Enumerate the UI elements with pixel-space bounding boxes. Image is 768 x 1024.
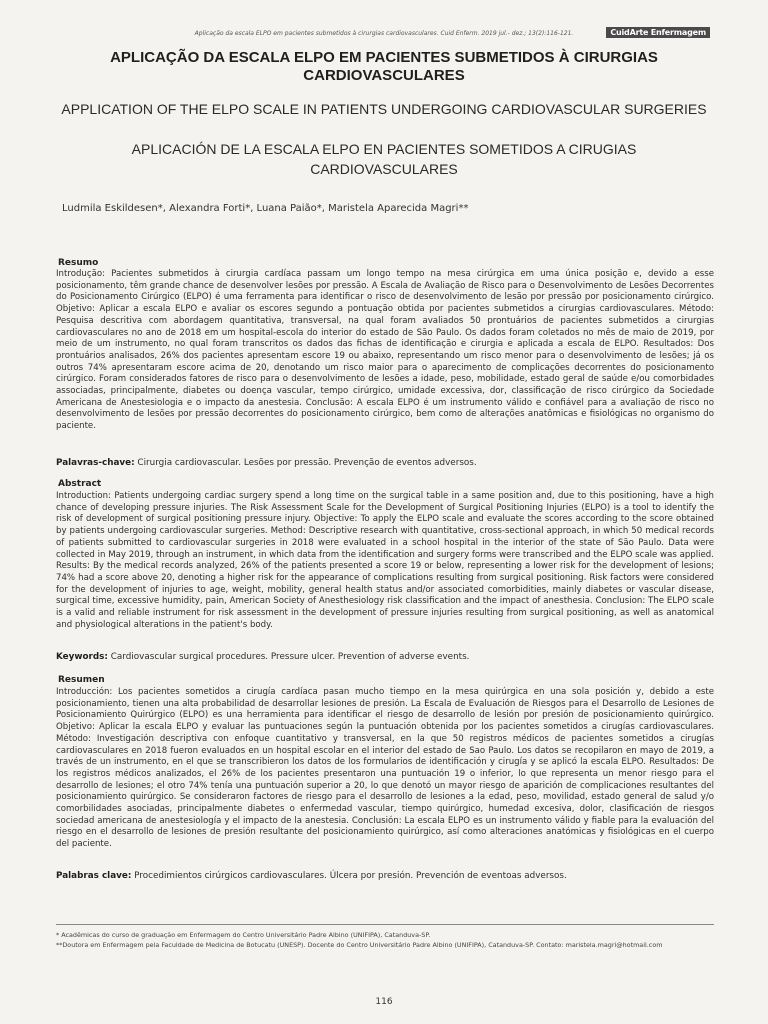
resumen-keywords: [56, 871, 714, 881]
footnote-divider: [56, 924, 714, 925]
author-list: Ludmila Eskildesen*, Alexandra Forti*, Luana Paião*, Maristela Aparecida Magri**: [62, 203, 469, 214]
keywords-values: Procedimientos cirúrgicos cardiovasculares. Úlcera por presión. Prevención de eventoas adversos.: [131, 871, 567, 881]
resumo-keywords: [56, 458, 714, 468]
footnote-2: **Doutora em Enfermagem pela Faculdade de Medicina de Botucatu (UNESP). Docente do Centro Universitário Padre Albino (UNIFIPA), Catanduva-SP. Contato: maristela.magri@hotmail.com: [56, 941, 663, 949]
abstract-text: Introduction: Patients undergoing cardiac surgery spend a long time on the surgical table in a same position and, due to this positioning, have a high chance of developing pressure injuries. The Risk Assessment Scale for the Development of Surgical Positioning Injuries (ELPO) is a tool to identify the risk of development of surgical positioning pressure injury. Objective: To apply the ELPO scale and evaluate the scores according to the score obtained by patients undergoing cardiovascular surgeries. Method: Descriptive research with quantitative, cross-sectional approach, in which 50 medical records of patients submitted to cardiovascular surgeries in 2018 were evaluated in a school hospital in the interior of the state of São Paulo. Data were collected in May 2019, through an instrument, in which data from the identification and surgery forms were transcribed and the ELPO scale was applied. Results: By the medical records analyzed, 26% of the patients presented a score 19 or below, representing a lower risk for the development of lesions; 74% had a score above 20, denoting a higher risk for the appearance of complications resulting from surgical positioning. Risk factors were considered for the development of injuries to age, weight, mobility, general health status and/or associated comorbidities, mainly diabetes or vascular disease, surgical time, excessive humidity, pain, American Society of Anesthesiology risk classification and the impact of anesthesia. Conclusion: The ELPO scale is a valid and reliable instrument for risk assessment in the development of pressure injuries resulting from surgical positioning, as well as anatomical and physiological alterations in the patient's body.: [56, 491, 714, 630]
abstract-keywords: [56, 652, 714, 662]
resumen-heading: Resumen: [58, 675, 105, 685]
keywords-label: Keywords:: [56, 652, 108, 662]
resumo-text: Introdução: Pacientes submetidos à cirurgia cardíaca passam um longo tempo na mesa cirúrgica em uma única posição e, devido a esse posicionamento, têm grande chance de desenvolver lesões por pressão. A Escala de Avaliação de Risco para o Desenvolvimento de Lesões Decorrentes do Posicionamento Cirúrgico (ELPO) é uma ferramenta para identificar o risco de desenvolvimento de lesão por pressão por posicionamento cirúrgico. Objetivo: Aplicar a escala ELPO e avaliar os escores segundo a pontuação obtida por pacientes submetidos a cirurgias cardiovasculares. Método: Pesquisa descritiva com abordagem quantitativa, transversal, na qual foram avaliados 50 prontuários de pacientes submetidos a cirurgias cardiovasculares no ano de 2018 em um hospital-escola do interior do estado de São Paulo. Os dados foram coletados no mês de maio de 2019, por meio de um instrumento, no qual foram transcritos os dados das fichas de identificação e cirurgia e aplicada a escala de ELPO. Resultados: Dos prontuários analisados, 26% dos pacientes apresentam escore 19 ou abaixo, representando um risco menor para o desenvolvimento de lesões; já os outros 74% apresentaram escore acima de 20, denotando um risco maior para o aparecimento de complicações decorrentes do posicionamento cirúrgico. Foram considerados fatores de risco para o desenvolvimento de lesões a idade, peso, mobilidade, estado geral de saúde e/ou comorbidades associadas, principalmente, diabetes ou doença vascular, tempo cirúrgico, umidade excessiva, dor, classificação de risco cirúrgico da Sociedade Americana de Anestesiologia e o impacto da anestesia. Conclusão: A escala ELPO é um instrumento válido e confiável para a avaliação de risco no desenvolvimento de lesões por pressão decorrentes do posicionamento cirúrgico, bem como de alterações anatômicas e fisiológicas no organismo do paciente.: [56, 269, 714, 432]
journal-logo: CuidArte Enfermagem: [606, 27, 710, 38]
keywords-values: Cardiovascular surgical procedures. Pressure ulcer. Prevention of adverse events.: [107, 652, 470, 662]
keywords-label: Palabras clave:: [56, 871, 132, 881]
footnote-1: * Acadêmicas do curso de graduação em Enfermagem do Centro Universitário Padre Albino (UNIFIPA), Catanduva-SP.: [56, 931, 431, 939]
title-portuguese: APLICAÇÃO DA ESCALA ELPO EM PACIENTES SUBMETIDOS À CIRURGIAS CARDIOVASCULARES: [110, 49, 658, 84]
resumo-heading: Resumo: [58, 258, 99, 268]
keywords-label: Palavras-chave:: [56, 458, 135, 468]
abstract-heading: Abstract: [58, 479, 102, 489]
keywords-values: Cirurgia cardiovascular. Lesões por pressão. Prevenção de eventos adversos.: [134, 458, 477, 468]
title-spanish: APLICACIÓN DE LA ESCALA ELPO EN PACIENTES SOMETIDOS A CIRUGIAS CARDIOVASCULARES: [131, 141, 637, 177]
page-number: 116: [375, 997, 393, 1007]
running-header: Aplicação da escala ELPO em pacientes submetidos à cirurgias cardiovasculares. Cuid Enferm. 2019 jul.- dez.; 13(2):116-121.: [194, 30, 574, 37]
resumen-text: Introducción: Los pacientes sometidos a cirugía cardíaca pasan mucho tiempo en la mesa quirúrgica en una sola posición y, debido a este posicionamiento, tienen una alta probabilidad de desarrollar lesiones de presión. La Escala de Evaluación de Riesgos para el Desarrollo de Lesiones de Posicionamiento Quirúrgico (ELPO) es una herramienta para identificar el riesgo de desarrollo de lesión por presión de posicionamiento quirúrgico. Objetivo: Aplicar la escala ELPO y evaluar las puntuaciones según la puntuación obtenida por los pacientes sometidos a cirugías cardiovasculares. Método: Investigación descriptiva con enfoque cuantitativo y transversal, en la que 50 registros médicos de pacientes sometidos a cirugías cardiovasculares en 2018 fueron evaluados en un hospital escolar en el interior del estado de Sao Paulo. Los datos se recopilaron en mayo de 2019, a través de un instrumento, en el que se transcribieron los datos de los formularios de identificación y cirugía y se aplicó la escala ELPO. Resultados: De los registros médicos analizados, el 26% de los pacientes presentaron una puntuación 19 o inferior, lo que representa un menor riesgo para el desarrollo de lesiones; el otro 74% tenía una puntuación superior a 20, lo que denotó un mayor riesgo de aparición de complicaciones resultantes del posicionamiento quirúrgico. Se consideraron factores de riesgo para el desarrollo de lesiones a la edad, peso, movilidad, estado general de salud y/o comorbilidades asociadas, principalmente diabetes o enfermedad vascular, tiempo quirúrgico, humedad excesiva, dolor, clasificación de riesgos sociedad americana de anestesiología y el impacto de la anestesia. Conclusión: La escala ELPO es un instrumento válido y fiable para la evaluación del riesgo en el desarrollo de lesiones de presión resultante del posicionamiento quirúrgico, así como alteraciones anatómicas y fisiológicas en el cuerpo del paciente.: [56, 687, 714, 850]
title-english: APPLICATION OF THE ELPO SCALE IN PATIENTS UNDERGOING CARDIOVASCULAR SURGERIES: [61, 101, 707, 117]
